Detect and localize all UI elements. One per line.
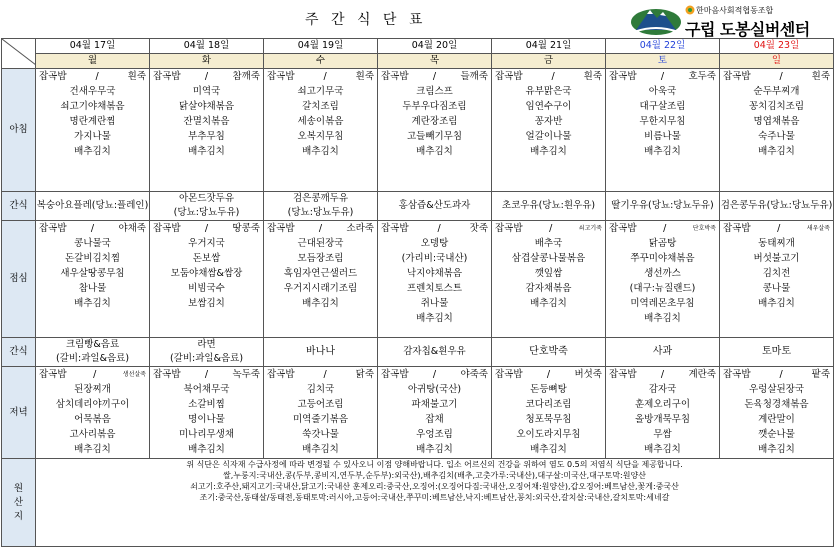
snack-text: 사과 — [652, 346, 673, 357]
origin-label — [2, 459, 36, 547]
meal-cell — [264, 367, 378, 459]
menu-item: 숙주나물 — [758, 131, 795, 142]
rice-line — [36, 221, 149, 236]
corner-cell — [2, 39, 36, 69]
menu-item: 청포묵무침 — [525, 414, 572, 425]
rice-label: 잡곡밥 — [267, 223, 295, 234]
menu-item: 세송이볶음 — [297, 116, 344, 127]
date-cell: 04월 19일 — [264, 39, 378, 54]
origin-label-char: 지 — [13, 510, 24, 522]
rice-line — [606, 367, 719, 382]
rice-label: 잡곡밥 — [381, 369, 409, 380]
menu-item: 돈등뼈탕 — [530, 384, 567, 395]
rice-line — [492, 69, 605, 84]
snack-text: 크림빵&음료 — [65, 339, 120, 350]
meal-cell — [720, 367, 834, 459]
snack-text: (갈비:과일&음료) — [55, 353, 130, 364]
menu-item: 크림스프 — [416, 86, 453, 97]
separator: / — [432, 71, 437, 82]
meal-cell — [36, 221, 150, 338]
rice-label: 잡곡밥 — [39, 223, 67, 234]
porridge-label: 소라죽 — [346, 223, 374, 234]
menu-item: 콩나물국 — [74, 238, 111, 249]
rice-label: 잡곡밥 — [609, 369, 637, 380]
menu-item: 깻잎쌈 — [534, 268, 563, 279]
separator: / — [779, 369, 783, 380]
separator: / — [660, 71, 665, 82]
separator: / — [204, 369, 209, 380]
menu-item: 무한지무침 — [639, 116, 686, 127]
rice-label: 잡곡밥 — [39, 71, 67, 82]
menu-item: 배추김치 — [644, 313, 681, 324]
snack-text: 검은콩깨두유 — [292, 193, 349, 204]
menu-item: 근대된장국 — [297, 238, 344, 249]
menu-item: 배추김치 — [188, 444, 225, 455]
menu-item: 배추김치 — [758, 298, 795, 309]
menu-item: 배추김치 — [530, 444, 567, 455]
separator: / — [323, 369, 327, 380]
rice-label: 잡곡밥 — [267, 71, 295, 82]
menu-item: 배추김치 — [644, 146, 681, 157]
rice-line — [492, 367, 605, 382]
menu-item: 무쌈 — [653, 429, 672, 440]
separator: / — [437, 223, 441, 234]
menu-item: 깻순나물 — [758, 429, 795, 440]
note-line: 쇠고기:호주산,돼지고기:국내산,닭고기:국내산 훈제오리:중국산,오징어:(오징어다짐:국내산,오징어채:원양산),갑오징어:베트남산,꽃게:중국산 — [190, 482, 679, 491]
rice-line — [264, 367, 377, 382]
dinner-row — [2, 367, 834, 459]
snack-text: 검은콩두유(당뇨:당뇨두유) — [720, 200, 833, 211]
weekday-cell: 일 — [720, 54, 834, 69]
menu-item: 쇠고기야채볶음 — [60, 101, 125, 112]
separator: / — [95, 71, 99, 82]
menu-item: 가지나물 — [74, 131, 111, 142]
snack-text: 홍삼즙&산도과자 — [398, 200, 471, 211]
menu-item: 미역레몬초무침 — [630, 298, 695, 309]
rice-line — [36, 69, 149, 84]
logo-subtitle: 한마음사회적협동조합 — [696, 6, 774, 15]
rice-label: 잡곡밥 — [723, 369, 751, 380]
breakfast-row-label: 아침 — [2, 69, 36, 192]
origin-label-char: 원 — [13, 482, 24, 494]
menu-item: 갈치조림 — [302, 101, 339, 112]
menu-item: 새우살땅콩무침 — [60, 268, 125, 279]
menu-item: 우거지시래기조림 — [283, 283, 358, 294]
snack-cell — [606, 192, 720, 221]
menu-item: 닭살야채볶음 — [178, 101, 235, 112]
note-line: 쌀,누룽지:국내산,콩(두부,콩비지,연두부,순두부):외국산),배추김치(배추,고춧가루:국내산),대구살:미국산,대구토막:원양산 — [223, 471, 646, 480]
menu-item: 대구살조림 — [639, 101, 686, 112]
weekday-cell: 월 — [36, 54, 150, 69]
snack-cell — [150, 338, 264, 367]
snack-cell — [606, 338, 720, 367]
menu-item: 닭곰탕 — [648, 238, 677, 249]
header — [0, 0, 835, 38]
logo — [630, 2, 830, 38]
menu-item: (가리비:국내산) — [401, 253, 468, 264]
menu-item: 배추김치 — [416, 444, 453, 455]
porridge-label: 팥죽 — [811, 369, 830, 380]
snack-cell — [720, 338, 834, 367]
rice-label: 잡곡밥 — [39, 369, 67, 380]
menu-item: 올방개묵무침 — [634, 414, 691, 425]
menu-item: 오복지무침 — [297, 131, 344, 142]
snack-cell — [492, 338, 606, 367]
menu-item: 아욱국 — [648, 86, 677, 97]
meal-cell — [492, 69, 606, 192]
meal-cell — [150, 221, 264, 338]
menu-item: 건새우무국 — [69, 86, 116, 97]
menu-item: 김치국 — [306, 384, 335, 395]
snack-text: (당뇨:당뇨두유) — [173, 207, 240, 218]
date-cell: 04월 22일 — [606, 39, 720, 54]
rice-line — [606, 69, 719, 84]
date-cell: 04월 20일 — [378, 39, 492, 54]
rice-label: 잡곡밥 — [267, 369, 295, 380]
separator: / — [432, 369, 437, 380]
menu-item: 쑥갓나물 — [302, 429, 339, 440]
menu-item: 계란장조림 — [411, 116, 458, 127]
snack-text: 토마토 — [762, 346, 791, 357]
porridge-label: 호두죽 — [688, 71, 716, 82]
rice-line — [720, 221, 833, 236]
snack-text: 라면 — [197, 339, 216, 350]
menu-item: 쥐나물 — [420, 298, 449, 309]
porridge-label: 흰죽 — [355, 71, 374, 82]
rice-label: 잡곡밥 — [153, 369, 181, 380]
note-line: 조기:중국산,동태살/동태전,동태토막:러시아,고등어:국내산,쭈꾸미:베트남산,낙지:베트남산,꽁치:외국산,갈치살:국내산,갈치토막:세네갈 — [199, 493, 670, 502]
snack-cell — [264, 192, 378, 221]
menu-item: 배추김치 — [758, 444, 795, 455]
menu-item: 고등어조림 — [297, 399, 344, 410]
meal-cell — [264, 221, 378, 338]
snack-cell — [378, 192, 492, 221]
rice-label: 잡곡밥 — [495, 71, 523, 82]
menu-item: 꽁치김치조림 — [748, 101, 805, 112]
menu-item: 코다리조림 — [525, 399, 572, 410]
separator: / — [323, 71, 327, 82]
menu-item: 유부맑은국 — [525, 86, 572, 97]
logo-name: 구립 도봉실버센터 — [685, 20, 810, 39]
snack-text: 초코우유(당뇨:흰우유) — [501, 200, 596, 211]
menu-item: 프렌치토스트 — [406, 283, 463, 294]
meal-cell — [606, 69, 720, 192]
porridge-label: 닭죽 — [355, 369, 374, 380]
snack-text: 감자칩&흰우유 — [403, 346, 466, 357]
menu-item: 감자국 — [648, 384, 677, 395]
menu-item: 콩나물 — [762, 283, 791, 294]
rice-line — [606, 221, 719, 236]
menu-item: 흑임자연근샐러드 — [283, 268, 358, 279]
snack-text: 단호박죽 — [529, 346, 568, 357]
menu-item: 배추국 — [534, 238, 563, 249]
menu-item: 낙지야채볶음 — [406, 268, 463, 279]
menu-item: 배추김치 — [302, 298, 339, 309]
porridge-label: 참깨죽 — [232, 71, 260, 82]
menu-item: 계란말이 — [758, 414, 795, 425]
origin-label-char: 산 — [13, 496, 24, 508]
porridge-label: 흰죽 — [583, 71, 602, 82]
menu-item: 미역국 — [192, 86, 221, 97]
menu-item: 명엽채볶음 — [753, 116, 800, 127]
meal-cell — [150, 367, 264, 459]
menu-item: 모둠야채쌈&쌈장 — [170, 268, 243, 279]
menu-item: 된장찌개 — [74, 384, 111, 395]
meal-cell — [720, 221, 834, 338]
menu-item: 비빔국수 — [188, 283, 225, 294]
meal-cell — [720, 69, 834, 192]
snack-cell — [492, 192, 606, 221]
origin-row — [2, 459, 834, 547]
menu-table — [1, 38, 834, 547]
snack-text: (당뇨:당뇨두유) — [287, 207, 354, 218]
rice-line — [150, 367, 263, 382]
porridge-label: 흰죽 — [127, 71, 146, 82]
rice-label: 잡곡밥 — [723, 71, 751, 82]
rice-line — [150, 221, 263, 236]
menu-item: 미역줄기볶음 — [292, 414, 349, 425]
menu-item: 배추김치 — [758, 146, 795, 157]
rice-label: 잡곡밥 — [495, 223, 523, 234]
origin-notes — [36, 459, 834, 547]
menu-item: 쇠고기무국 — [297, 86, 344, 97]
porridge-label: 야죽죽 — [460, 369, 488, 380]
porridge-label: 새우살죽 — [806, 225, 830, 232]
menu-item: 돈보쌈 — [192, 253, 221, 264]
rice-line — [378, 69, 491, 84]
rice-line — [720, 367, 833, 382]
menu-item: 배추김치 — [302, 444, 339, 455]
menu-item: 김치전 — [762, 268, 791, 279]
meal-cell — [378, 69, 492, 192]
date-cell: 04월 17일 — [36, 39, 150, 54]
meal-cell — [378, 367, 492, 459]
diagonal-line-icon — [2, 39, 36, 65]
date-cell: 04월 18일 — [150, 39, 264, 54]
menu-item: 모듬장조림 — [297, 253, 344, 264]
menu-item: 버섯불고기 — [753, 253, 800, 264]
rice-label: 잡곡밥 — [153, 223, 181, 234]
dinner-row-label: 저녁 — [2, 367, 36, 459]
date-cell: 04월 21일 — [492, 39, 606, 54]
menu-item: 임연수구이 — [525, 101, 572, 112]
menu-item: 배추김치 — [530, 146, 567, 157]
menu-item: 배추김치 — [416, 146, 453, 157]
meal-cell — [36, 367, 150, 459]
rice-label: 잡곡밥 — [609, 71, 637, 82]
snack1-row-label: 간식 — [2, 192, 36, 221]
porridge-label: 흰죽 — [811, 71, 830, 82]
page-title: 주 간 식 단 표 — [305, 12, 427, 28]
rice-label: 잡곡밥 — [495, 369, 523, 380]
menu-item: 생선까스 — [644, 268, 681, 279]
menu-item: 소갈비찜 — [188, 399, 225, 410]
separator: / — [549, 223, 553, 234]
snack-text: 바나나 — [306, 346, 335, 357]
menu-item: 삼겹살콩나물볶음 — [511, 253, 586, 264]
menu-item: 부추무침 — [188, 131, 225, 142]
menu-item: 배추김치 — [74, 146, 111, 157]
mountain-logo-icon — [630, 2, 682, 36]
menu-item: 잡채 — [425, 414, 444, 425]
snack-text: 복숭아요플레(당뇨:플레인) — [36, 200, 149, 211]
separator: / — [663, 223, 667, 234]
menu-item: 아귀탕(국산) — [407, 384, 462, 395]
menu-item: 우렁살된장국 — [748, 384, 805, 395]
rice-line — [378, 221, 491, 236]
weekday-cell: 수 — [264, 54, 378, 69]
snack-cell — [36, 338, 150, 367]
menu-item: 꽁자반 — [534, 116, 563, 127]
meal-cell — [492, 367, 606, 459]
note-line: 위 식단은 식자재 수급사정에 따라 변경될 수 있사오니 이점 양해바랍니다. 입소 어르신의 건강을 위하여 염도 0.5의 저염식 식단을 제공합니다. — [186, 460, 683, 469]
lunch-row — [2, 221, 834, 338]
menu-item: 북어채무국 — [183, 384, 230, 395]
menu-item: 비름나물 — [644, 131, 681, 142]
menu-item: 배추김치 — [530, 298, 567, 309]
separator: / — [93, 369, 97, 380]
meal-cell — [606, 367, 720, 459]
menu-item: 파채불고기 — [411, 399, 458, 410]
lunch-row-label: 점심 — [2, 221, 36, 338]
menu-item: 고사리볶음 — [69, 429, 116, 440]
separator: / — [779, 71, 783, 82]
menu-item: 훈제오리구이 — [634, 399, 691, 410]
rice-line — [36, 367, 149, 382]
menu-item: 배추김치 — [74, 298, 111, 309]
snack-cell — [720, 192, 834, 221]
menu-item: 쭈꾸미야채볶음 — [630, 253, 695, 264]
rice-line — [492, 221, 605, 236]
menu-item: 돈육청경채볶음 — [744, 399, 809, 410]
menu-item: 배추김치 — [188, 146, 225, 157]
breakfast-row — [2, 69, 834, 192]
separator: / — [204, 71, 209, 82]
snack2-row — [2, 338, 834, 367]
separator: / — [318, 223, 323, 234]
rice-line — [378, 367, 491, 382]
menu-item: 두부우다짐조림 — [402, 101, 467, 112]
menu-item: 보쌈김치 — [188, 298, 225, 309]
menu-item: 우거지국 — [188, 238, 225, 249]
meal-cell — [150, 69, 264, 192]
rice-line — [264, 69, 377, 84]
menu-item: 순두부찌개 — [753, 86, 800, 97]
menu-item: 오이도라지무침 — [516, 429, 581, 440]
weekday-cell: 목 — [378, 54, 492, 69]
porridge-label: 쇠고기죽 — [578, 225, 602, 232]
porridge-label: 계란죽 — [688, 369, 716, 380]
snack1-row — [2, 192, 834, 221]
separator: / — [546, 369, 551, 380]
menu-item: 배추김치 — [74, 444, 111, 455]
date-row — [2, 39, 834, 54]
menu-item: 미나리무생채 — [178, 429, 235, 440]
porridge-label: 단호박죽 — [692, 225, 716, 232]
menu-item: 참나물 — [78, 283, 107, 294]
porridge-label: 땅콩죽 — [232, 223, 260, 234]
snack2-row-label: 간식 — [2, 338, 36, 367]
porridge-label: 녹두죽 — [232, 369, 260, 380]
menu-item: 오뎅탕 — [420, 238, 449, 249]
separator: / — [204, 223, 209, 234]
menu-item: 명이나물 — [188, 414, 225, 425]
separator: / — [660, 369, 665, 380]
snack-text: 딸기우유(당뇨:당뇨두유) — [611, 200, 714, 211]
snack-cell — [378, 338, 492, 367]
separator: / — [90, 223, 95, 234]
snack-cell — [36, 192, 150, 221]
rice-line — [264, 221, 377, 236]
meal-cell — [36, 69, 150, 192]
dow-row — [2, 54, 834, 69]
rice-label: 잡곡밥 — [609, 223, 637, 234]
rice-label: 잡곡밥 — [723, 223, 751, 234]
porridge-label: 잣죽 — [469, 223, 488, 234]
porridge-label: 들깨죽 — [460, 71, 488, 82]
rice-label: 잡곡밥 — [381, 223, 409, 234]
menu-item: 고들빼기무침 — [406, 131, 463, 142]
separator: / — [777, 223, 781, 234]
date-cell: 04월 23일 — [720, 39, 834, 54]
rice-label: 잡곡밥 — [153, 71, 181, 82]
snack-text: (갈비:과일&음료) — [169, 353, 244, 364]
weekday-cell: 화 — [150, 54, 264, 69]
meal-cell — [492, 221, 606, 338]
menu-item: 배추김치 — [302, 146, 339, 157]
meal-cell — [378, 221, 492, 338]
weekday-cell: 금 — [492, 54, 606, 69]
meal-cell — [606, 221, 720, 338]
meal-cell — [264, 69, 378, 192]
porridge-label: 생선살죽 — [122, 371, 146, 378]
porridge-label: 버섯죽 — [574, 369, 602, 380]
snack-cell — [264, 338, 378, 367]
menu-item: 어묵볶음 — [74, 414, 111, 425]
menu-item: 돈갈비김치찜 — [64, 253, 121, 264]
menu-item: 우엉조림 — [416, 429, 453, 440]
porridge-label: 야채죽 — [118, 223, 146, 234]
menu-item: 배추김치 — [416, 313, 453, 324]
weekday-cell: 토 — [606, 54, 720, 69]
menu-item: 삼치데리야끼구이 — [55, 399, 130, 410]
menu-item: 배추김치 — [644, 444, 681, 455]
menu-item: 잔멸치볶음 — [183, 116, 230, 127]
rice-label: 잡곡밥 — [381, 71, 409, 82]
menu-item: 얼갈이나물 — [525, 131, 572, 142]
menu-item: 명란계란찜 — [69, 116, 116, 127]
hand-logo-icon — [685, 5, 695, 15]
menu-item: 동태찌개 — [758, 238, 795, 249]
rice-line — [150, 69, 263, 84]
separator: / — [551, 71, 555, 82]
menu-item: (대구:뉴질랜드) — [629, 283, 696, 294]
rice-line — [720, 69, 833, 84]
snack-text: 아몬드잣두유 — [178, 193, 235, 204]
snack-cell — [150, 192, 264, 221]
menu-item: 감자채볶음 — [525, 283, 572, 294]
